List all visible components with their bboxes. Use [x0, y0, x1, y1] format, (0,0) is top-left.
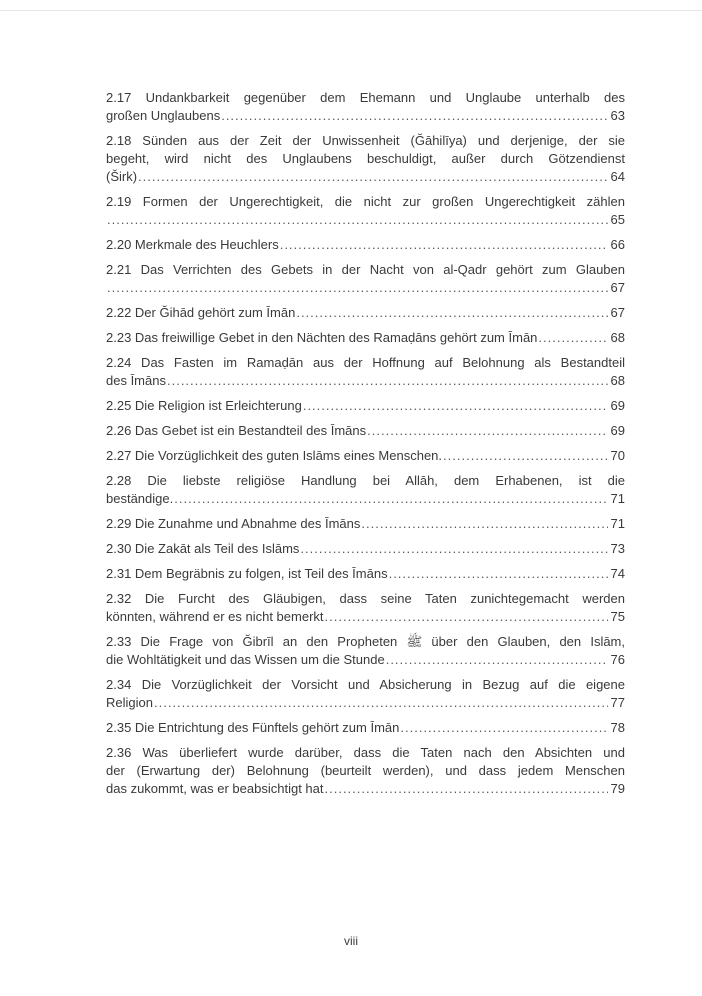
toc-entry[interactable]: [106, 329, 625, 347]
toc-entry[interactable]: [106, 719, 625, 737]
toc-entry[interactable]: [106, 132, 625, 186]
dot-leader: [400, 719, 607, 737]
dot-leader: [443, 447, 608, 465]
toc-entry[interactable]: [106, 397, 625, 415]
toc-entry-final-line: [106, 490, 625, 508]
toc-entry-text-line: 2.32 Die Furcht des Gläubigen, dass seine Taten zunichtegemacht werden: [106, 591, 625, 606]
dot-leader: [303, 397, 608, 415]
toc-entry[interactable]: [106, 304, 625, 322]
toc-entry[interactable]: [106, 515, 625, 533]
toc-page-number: 76: [610, 652, 625, 667]
toc-entry-final-line: [106, 329, 625, 347]
toc-entry-text-line: 2.22 Der Ğihād gehört zum Īmān: [106, 305, 296, 320]
toc-page-number: 68: [610, 373, 625, 388]
toc-entry-final-line: [106, 372, 625, 390]
toc-entry-text-line: 2.25 Die Religion ist Erleichterung: [106, 398, 302, 413]
toc-entry[interactable]: [106, 472, 625, 508]
toc-entry-text-line: beständige.: [106, 491, 174, 506]
toc-page-number: 69: [610, 423, 625, 438]
toc-entry-final-line: [106, 107, 625, 125]
toc-page-number: 64: [610, 169, 625, 184]
toc-entry-text-line: 2.20 Merkmale des Heuchlers: [106, 237, 279, 252]
dot-leader: [367, 422, 607, 440]
table-of-contents: [106, 89, 625, 805]
dot-leader: [138, 168, 607, 186]
toc-entry-text-line: 2.36 Was überliefert wurde darüber, dass die Taten nach den Absichten und: [106, 745, 625, 760]
toc-entry-text-line: 2.31 Dem Begräbnis zu folgen, ist Teil des Īmāns: [106, 566, 388, 581]
top-divider: [0, 10, 702, 11]
toc-entry[interactable]: [106, 89, 625, 125]
toc-page-number: 79: [610, 781, 625, 796]
dot-leader: [325, 780, 608, 798]
dot-leader: [361, 515, 607, 533]
toc-entry[interactable]: [106, 447, 625, 465]
page-number: viii: [344, 934, 358, 948]
toc-entry-text-line: das zukommt, was er beabsichtigt hat: [106, 781, 324, 796]
toc-page-number: 70: [610, 448, 625, 463]
toc-entry-text-line: 2.23 Das freiwillige Gebet in den Nächten des Ramaḍāns gehört zum Īmān: [106, 330, 538, 345]
toc-entry-text-line: 2.17 Undankbarkeit gegenüber dem Ehemann und Unglaube unterhalb des: [106, 90, 625, 105]
toc-entry-final-line: [106, 447, 625, 465]
toc-entry-text-line: (Širk): [106, 169, 138, 184]
dot-leader: [280, 236, 608, 254]
toc-entry-final-line: [106, 397, 625, 415]
dot-leader: [538, 329, 607, 347]
toc-page-number: 71: [610, 516, 625, 531]
toc-entry-final-line: [106, 780, 625, 798]
toc-entry-text-line: die Wohltätigkeit und das Wissen um die Stunde: [106, 652, 385, 667]
toc-page-number: 66: [610, 237, 625, 252]
toc-entry-final-line: [106, 211, 625, 229]
dot-leader: [221, 107, 607, 125]
toc-entry-text-line: 2.30 Die Zakāt als Teil des Islāms: [106, 541, 300, 556]
toc-entry-final-line: [106, 651, 625, 669]
toc-entry-final-line: [106, 515, 625, 533]
toc-page-number: 73: [610, 541, 625, 556]
toc-entry[interactable]: [106, 744, 625, 798]
toc-entry-text-line: 2.28 Die liebste religiöse Handlung bei Allāh, dem Erhabenen, ist die: [106, 473, 625, 488]
toc-entry[interactable]: [106, 565, 625, 583]
toc-entry-final-line: [106, 694, 625, 712]
toc-entry[interactable]: [106, 261, 625, 297]
toc-entry-final-line: [106, 168, 625, 186]
toc-page-number: 67: [610, 305, 625, 320]
dot-leader: [386, 651, 608, 669]
toc-page-number: 67: [610, 280, 625, 295]
toc-entry-text-line: 2.29 Die Zunahme und Abnahme des Īmāns: [106, 516, 361, 531]
toc-entry-text-line: 2.19 Formen der Ungerechtigkeit, die nicht zur großen Ungerechtigkeit zählen: [106, 194, 625, 209]
dot-leader: [300, 540, 607, 558]
toc-page-number: 71: [610, 491, 625, 506]
dot-leader: [107, 211, 608, 229]
dot-leader: [167, 372, 608, 390]
toc-entry[interactable]: [106, 193, 625, 229]
toc-entry-text-line: 2.33 Die Frage von Ğibrīl an den Propheten ﷺ über den Glauben, den Islām,: [106, 634, 626, 649]
toc-entry-final-line: [106, 422, 625, 440]
toc-entry-text-line: Religion: [106, 695, 153, 710]
toc-entry-final-line: [106, 236, 625, 254]
toc-entry-text-line: 2.27 Die Vorzüglichkeit des guten Islāms eines Menschen.: [106, 448, 443, 463]
toc-entry-text-line: 2.26 Das Gebet ist ein Bestandteil des Īmāns: [106, 423, 367, 438]
toc-entry[interactable]: [106, 590, 625, 626]
toc-entry-final-line: [106, 565, 625, 583]
toc-entry-text-line: 2.35 Die Entrichtung des Fünftels gehört zum Īmān: [106, 720, 400, 735]
toc-page-number: 75: [610, 609, 625, 624]
dot-leader: [389, 565, 608, 583]
toc-entry[interactable]: [106, 354, 625, 390]
toc-entry-text-line: 2.24 Das Fasten im Ramaḍān aus der Hoffnung auf Belohnung als Bestandteil: [106, 355, 625, 370]
toc-entry[interactable]: [106, 236, 625, 254]
toc-page-number: 77: [610, 695, 625, 710]
toc-entry-final-line: [106, 279, 625, 297]
toc-entry-text-line: begeht, wird nicht des Unglaubens beschuldigt, außer durch Götzendienst: [106, 151, 625, 166]
toc-entry-final-line: [106, 540, 625, 558]
toc-page-number: 78: [610, 720, 625, 735]
toc-entry-final-line: [106, 304, 625, 322]
toc-entry-text-line: 2.21 Das Verrichten des Gebets in der Nacht von al-Qadr gehört zum Glauben: [106, 262, 625, 277]
toc-entry[interactable]: [106, 633, 625, 669]
dot-leader: [174, 490, 607, 508]
toc-page-number: 68: [610, 330, 625, 345]
toc-entry[interactable]: [106, 676, 625, 712]
toc-entry-text-line: 2.18 Sünden aus der Zeit der Unwissenheit (Ğāhilīya) und derjenige, der sie: [106, 133, 625, 148]
dot-leader: [325, 608, 608, 626]
toc-entry-text-line: des Īmāns: [106, 373, 166, 388]
toc-entry-final-line: [106, 608, 625, 626]
toc-page-number: 63: [610, 108, 625, 123]
toc-page-number: 69: [610, 398, 625, 413]
dot-leader: [154, 694, 608, 712]
toc-entry-text-line: der (Erwartung der) Belohnung (beurteilt werden), und dass jedem Menschen: [106, 763, 625, 778]
toc-entry-final-line: [106, 719, 625, 737]
toc-entry[interactable]: [106, 422, 625, 440]
toc-entry[interactable]: [106, 540, 625, 558]
toc-entry-text-line: könnten, während er es nicht bemerkt: [106, 609, 324, 624]
toc-page-number: 74: [610, 566, 625, 581]
toc-entry-text-line: großen Unglaubens: [106, 108, 221, 123]
dot-leader: [296, 304, 607, 322]
toc-page-number: 65: [610, 212, 625, 227]
dot-leader: [107, 279, 608, 297]
toc-entry-text-line: 2.34 Die Vorzüglichkeit der Vorsicht und Absicherung in Bezug auf die eigene: [106, 677, 625, 692]
